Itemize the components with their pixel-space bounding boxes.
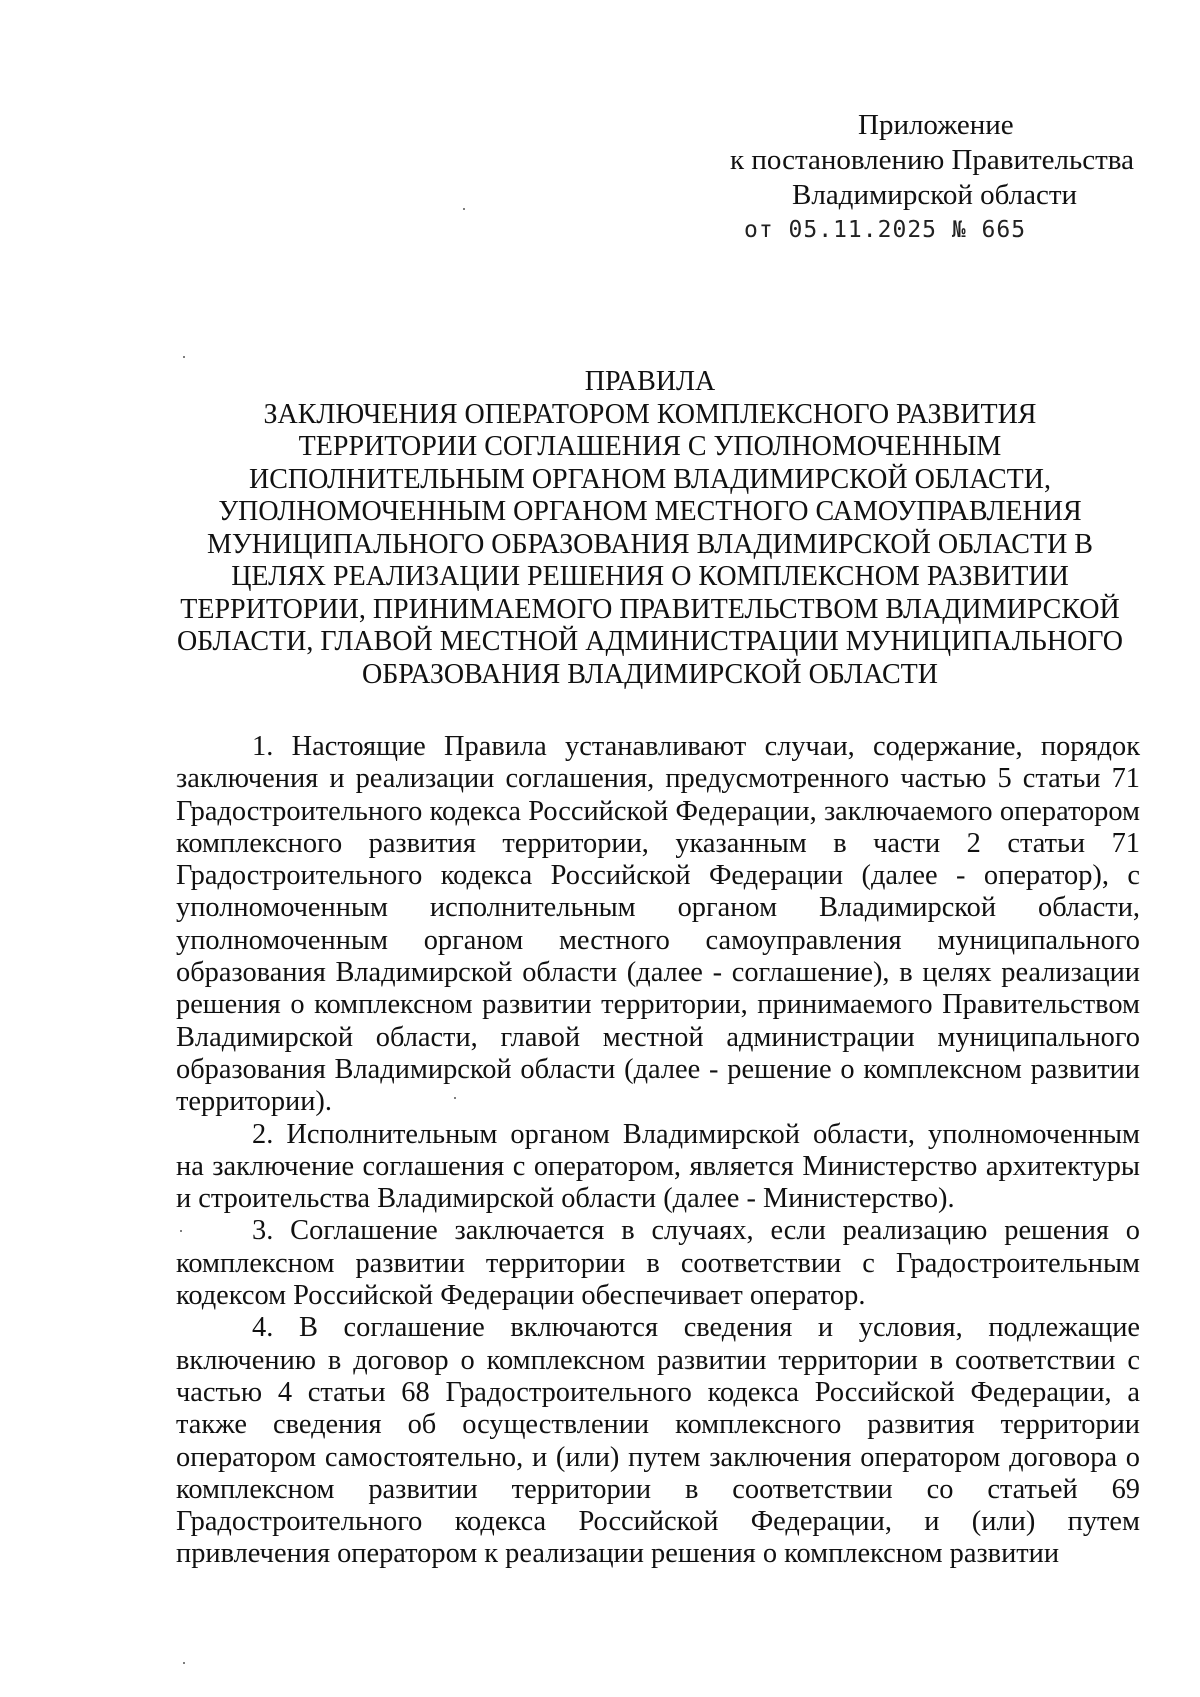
scan-speck xyxy=(183,1662,185,1664)
appendix-resolution: к постановлению Правительства xyxy=(730,144,1134,176)
title-line: ИСПОЛНИТЕЛЬНЫМ ОРГАНОМ ВЛАДИМИРСКОЙ ОБЛАСТИ, xyxy=(249,463,1051,495)
scan-speck xyxy=(180,1230,182,1232)
document-body xyxy=(176,731,1140,1571)
document-title xyxy=(150,366,1150,691)
title-line: ЦЕЛЯХ РЕАЛИЗАЦИИ РЕШЕНИЯ О КОМПЛЕКСНОМ РАЗВИТИИ xyxy=(231,561,1069,592)
paragraph-2: 2. Исполнительным органом Владимирской области, уполномоченным на заключение соглашения с оператором, является Министерство архитектуры и строительства Владимирской области (далее - Министерство). xyxy=(176,1118,1140,1215)
title-line: МУНИЦИПАЛЬНОГО ОБРАЗОВАНИЯ ВЛАДИМИРСКОЙ ОБЛАСТИ В xyxy=(207,528,1093,560)
paragraph-4: 4. В соглашение включаются сведения и условия, подлежащие включению в договор о комплексном развитии территории в соответствии с частью 4 статьи 68 Градостроительного кодекса Российской Федерации, а также сведения об осуществлении комплексного развития территории оператором самостоятельно, и (или) путем заключения оператором договора о комплексном развитии территории в соответствии со статьей 69 Градостроительного кодекса Российской Федерации, и (или) путем привлечения оператором к реализации решения о комплексном развитии xyxy=(176,1312,1140,1570)
title-line: ОБРАЗОВАНИЯ ВЛАДИМИРСКОЙ ОБЛАСТИ xyxy=(362,658,938,690)
scan-speck xyxy=(183,356,185,358)
scan-speck xyxy=(454,1097,456,1099)
appendix-label: Приложение xyxy=(858,109,1014,141)
title-line: УПОЛНОМОЧЕННЫМ ОРГАНОМ МЕСТНОГО САМОУПРАВЛЕНИЯ xyxy=(218,496,1082,527)
appendix-date-number: от 05.11.2025 № 665 xyxy=(744,217,1027,243)
title-line: ОБЛАСТИ, ГЛАВОЙ МЕСТНОЙ АДМИНИСТРАЦИИ МУНИЦИПАЛЬНОГО xyxy=(176,626,1124,657)
paragraph-3: 3. Соглашение заключается в случаях, если реализацию решения о комплексном развитии территории в соответствии с Градостроительным кодексом Российской Федерации обеспечивает оператор. xyxy=(176,1215,1140,1312)
appendix-region: Владимирской области xyxy=(792,179,1078,211)
title-line: ТЕРРИТОРИИ СОГЛАШЕНИЯ С УПОЛНОМОЧЕННЫМ xyxy=(298,431,1002,462)
scan-speck xyxy=(463,208,465,210)
title-line: ЗАКЛЮЧЕНИЯ ОПЕРАТОРОМ КОМПЛЕКСНОГО РАЗВИТИЯ xyxy=(263,398,1037,430)
title-heading: ПРАВИЛА xyxy=(584,366,716,397)
paragraph-1: 1. Настоящие Правила устанавливают случаи, содержание, порядок заключения и реализации соглашения, предусмотренного частью 5 статьи 71 Градостроительного кодекса Российской Федерации, заключаемого оператором комплексного развития территории, указанным в части 2 статьи 71 Градостроительного кодекса Российской Федерации (далее - оператор), с уполномоченным исполнительным органом Владимирской области, уполномоченным органом местного самоуправления муниципального образования Владимирской области (далее - соглашение), в целях реализации решения о комплексном развитии территории, принимаемого Правительством Владимирской области, главой местной администрации муниципального образования Владимирской области (далее - решение о комплексном развитии территории). xyxy=(176,731,1140,1118)
title-line: ТЕРРИТОРИИ, ПРИНИМАЕМОГО ПРАВИТЕЛЬСТВОМ ВЛАДИМИРСКОЙ xyxy=(180,593,1120,625)
appendix-header xyxy=(730,108,1134,248)
